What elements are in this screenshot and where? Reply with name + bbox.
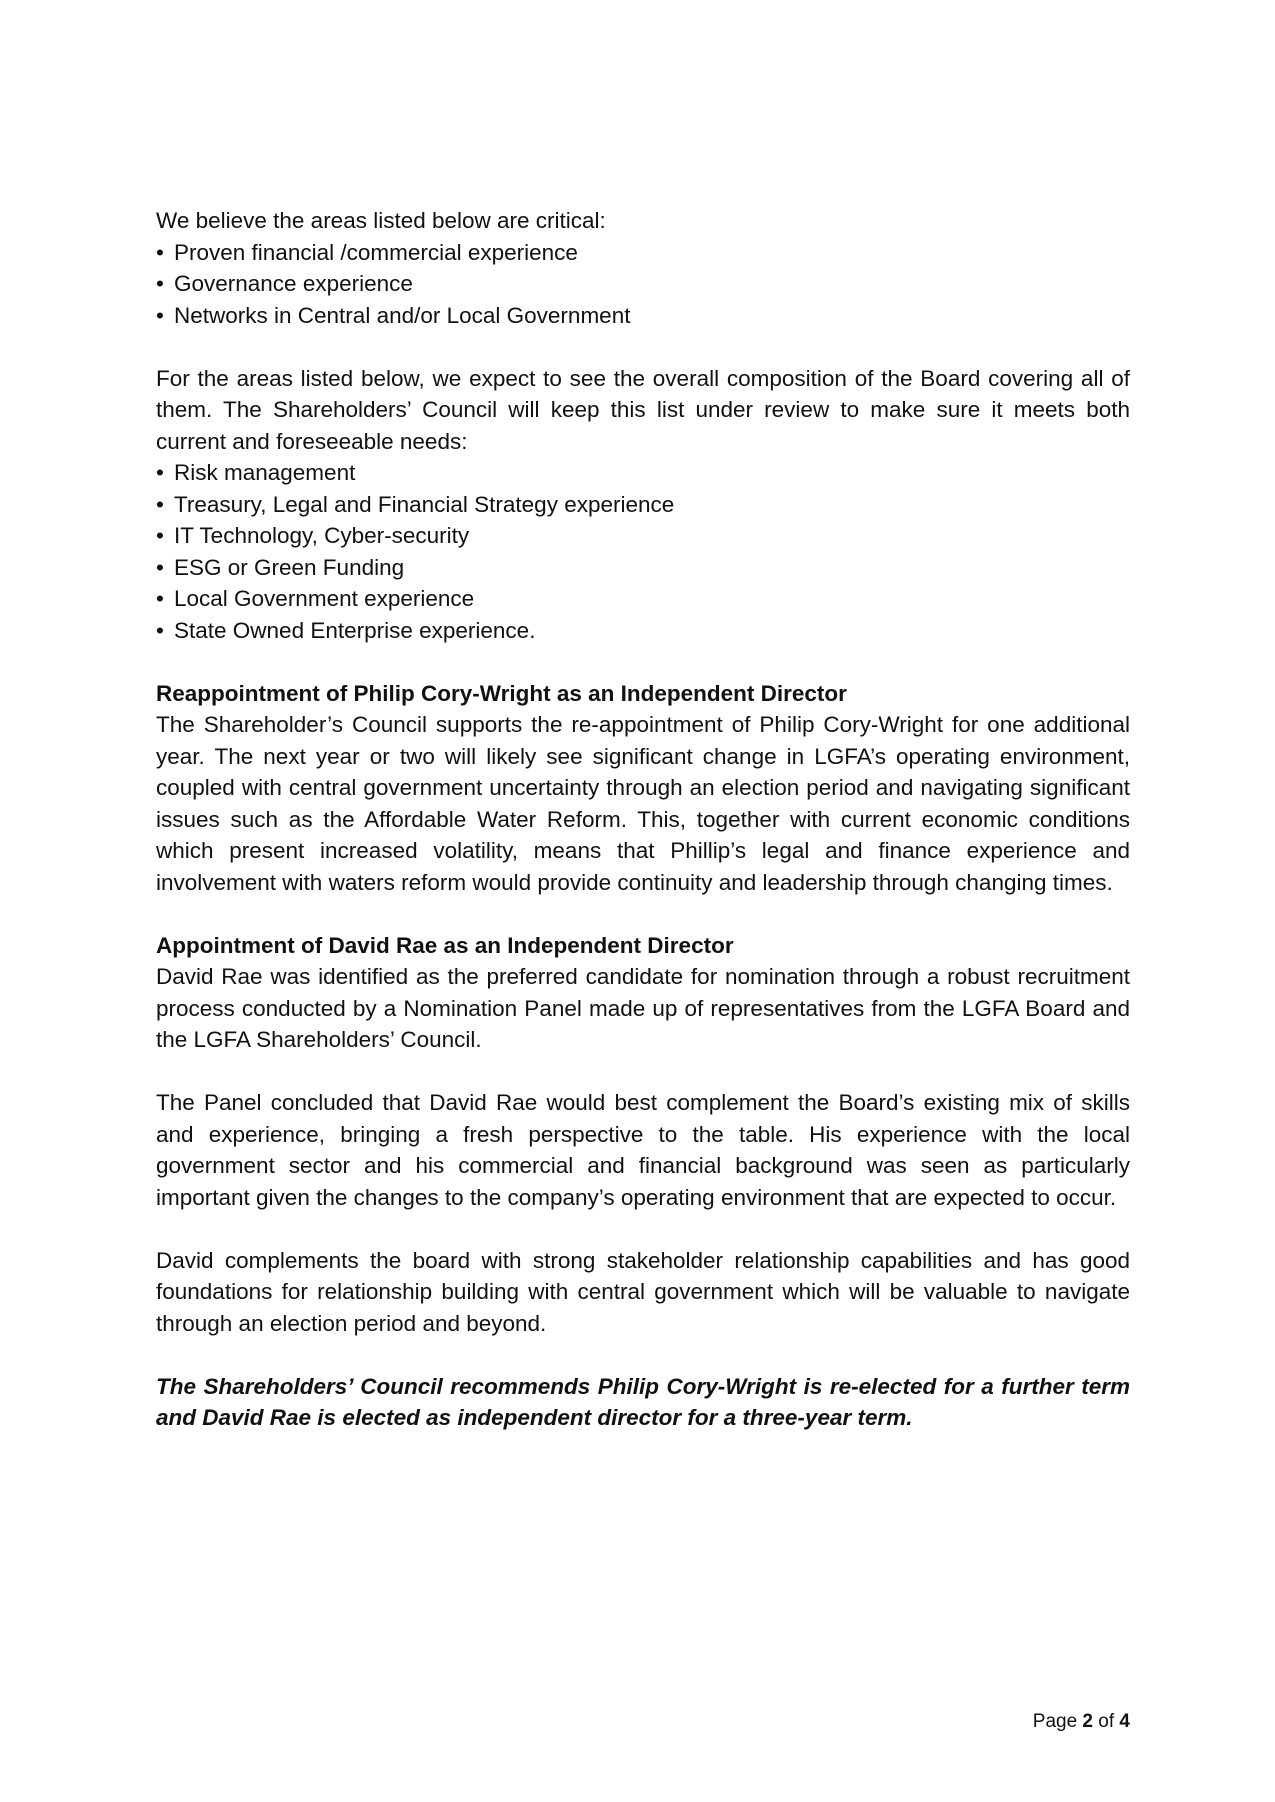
appointment-heading: Appointment of David Rae as an Independent Director bbox=[156, 932, 734, 958]
page-label: Page bbox=[1032, 1711, 1078, 1732]
intro-paragraph: We believe the areas listed below are critical: bbox=[156, 208, 606, 233]
critical-areas-list bbox=[156, 237, 1130, 332]
list-item: • Risk management bbox=[156, 457, 1130, 489]
reappointment-heading: Reappointment of Philip Cory-Wright as an Independent Director bbox=[156, 680, 847, 706]
bullet-icon: • bbox=[156, 554, 164, 580]
bullet-icon: • bbox=[156, 460, 164, 485]
list-item: • Proven financial /commercial experience bbox=[156, 237, 1130, 269]
composition-intro-paragraph: For the areas listed below, we expect to see the overall composition of the Board covering all of them. The Shareholders’ Council will keep this list under review to make sure it meets both current and foreseeable needs: bbox=[156, 365, 1130, 454]
list-item: • Governance experience bbox=[156, 268, 1130, 300]
page-number: 2 bbox=[1082, 1711, 1093, 1732]
composition-areas-list bbox=[156, 457, 1130, 646]
bullet-icon: • bbox=[156, 239, 164, 265]
page-footer bbox=[1033, 1710, 1130, 1734]
complements-paragraph: David complements the board with strong stakeholder relationship capabilities and has good foundations for relationship building with central government which will be valuable to navigate through an election period and beyond. bbox=[156, 1247, 1130, 1336]
bullet-icon: • bbox=[156, 617, 164, 643]
list-item: • IT Technology, Cyber-security bbox=[156, 520, 1130, 552]
reappointment-body: The Shareholder’s Council supports the re-appointment of Philip Cory-Wright for one additional year. The next year or two will likely see significant change in LGFA’s operating environment, coupled with central government uncertainty through an election period and navigating significant issues such as the Affordable Water Reform. This, together with current economic conditions which present increased volatility, means that Phillip’s legal and finance experience and involvement with waters reform would provide continuity and leadership through changing times. bbox=[156, 712, 1130, 895]
page-total: 4 bbox=[1119, 1711, 1130, 1732]
list-item: • ESG or Green Funding bbox=[156, 552, 1130, 584]
page-of-label: of bbox=[1098, 1711, 1115, 1732]
bullet-icon: • bbox=[156, 523, 164, 548]
list-item: • Treasury, Legal and Financial Strategy experience bbox=[156, 489, 1130, 521]
list-item: • State Owned Enterprise experience. bbox=[156, 615, 1130, 647]
list-item: • Networks in Central and/or Local Government bbox=[156, 300, 1130, 332]
appointment-body: David Rae was identified as the preferred candidate for nomination through a robust recruitment process conducted by a Nomination Panel made up of representatives from the LGFA Board and the LGFA Shareholders’ Council. bbox=[156, 964, 1130, 1052]
list-item: • Local Government experience bbox=[156, 583, 1130, 615]
bullet-icon: • bbox=[156, 302, 164, 328]
document-body bbox=[156, 205, 1130, 1434]
recommendation-paragraph: The Shareholders’ Council recommends Philip Cory-Wright is re-elected for a further term and David Rae is elected as independent director for a three-year term. bbox=[156, 1373, 1130, 1430]
bullet-icon: • bbox=[156, 491, 164, 517]
bullet-icon: • bbox=[156, 271, 164, 296]
bullet-icon: • bbox=[156, 586, 164, 611]
panel-conclusion-paragraph: The Panel concluded that David Rae would best complement the Board’s existing mix of skills and experience, bringing a fresh perspective to the table. His experience with the local government sector and his commercial and financial background was seen as particularly important given the changes to the company’s operating environment that are expected to occur. bbox=[156, 1090, 1130, 1210]
